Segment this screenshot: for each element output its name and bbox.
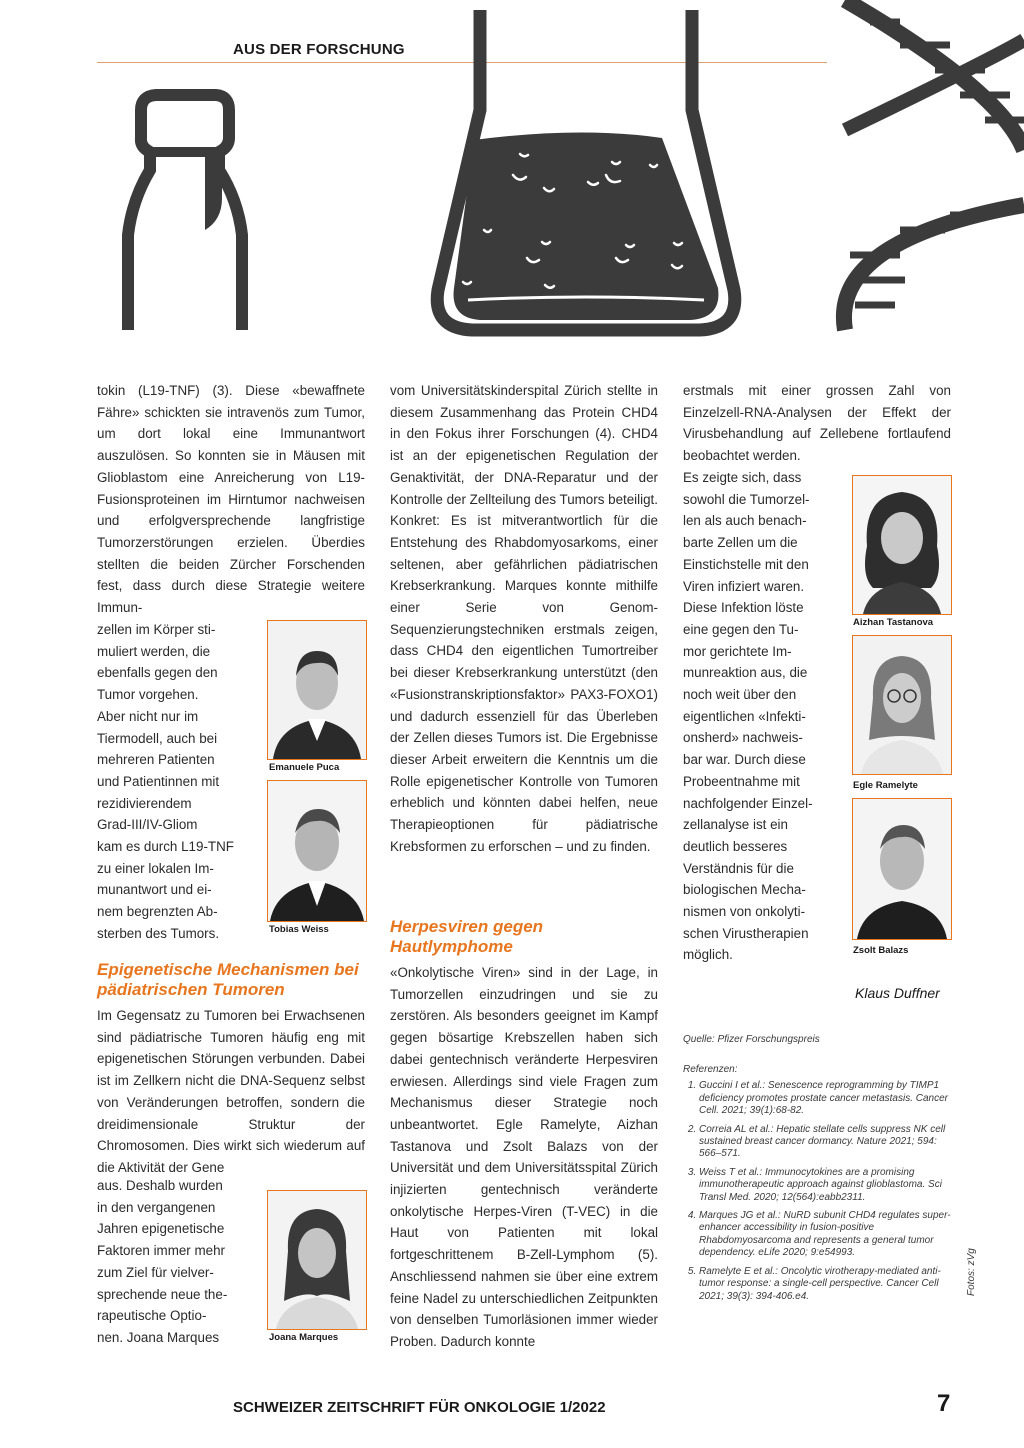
col1-paragraph-1: tokin (L19-TNF) (3). Diese «bewaffnete Fähre» schickten sie intravenös zum Tumor, um dort lokal eine Immunantwort auszulösen. So konnten sie in Mäusen mit Glioblastom eine Anreicherung von L19-Fusionsproteinen im Hirntumor nachweisen und erfolgversprechende langfristige Tumorzerstörungen erzielen. Überdies stellten die beiden Zürcher Forschenden fest, dass durch diese Strategie weitere Immun- bbox=[97, 383, 365, 616]
references-title: Referenzen: bbox=[683, 1064, 738, 1075]
author: Klaus Duffner bbox=[855, 985, 940, 1001]
text-line: nachfolgender Einzel- bbox=[683, 795, 813, 811]
text-line: sterben des Tumors. bbox=[97, 925, 220, 941]
text-line: onsherd» nachweis- bbox=[683, 730, 803, 746]
flask-icon bbox=[437, 10, 735, 330]
subhead-herpesviren: Herpesviren gegen Hautlymphome bbox=[390, 917, 544, 956]
source-text: Quelle: Pfizer Forschungspreis bbox=[683, 1034, 820, 1045]
bottle-icon bbox=[128, 95, 242, 330]
text-line: schen Virustherapien bbox=[683, 925, 809, 941]
reference-item: 4. Marques JG et al.: NuRD subunit CHD4 regulates super-enhancer accessibility in fusion-positive Rhabdomyosarcoma and represents a general tumor dependency. eLife 2020; 9:e54993. bbox=[699, 1210, 951, 1260]
text-line: sprechende neue the- bbox=[97, 1286, 228, 1302]
section-label: AUS DER FORSCHUNG bbox=[233, 41, 405, 58]
text-line: Verständnis für die bbox=[683, 860, 794, 876]
text-line: ebenfalls gegen den bbox=[97, 665, 218, 681]
text-line: Diese Infektion löste bbox=[683, 600, 804, 616]
text-line: aus. Deshalb wurden bbox=[97, 1178, 223, 1193]
text-line: eigentlichen «Infekti- bbox=[683, 708, 806, 724]
text-line: Viren infiziert waren. bbox=[683, 578, 805, 594]
text-line: rezidivierendem bbox=[97, 795, 192, 811]
text-line: in den vergangenen bbox=[97, 1199, 216, 1215]
photo-joana-marques bbox=[267, 1190, 367, 1330]
col1-paragraph-2: Im Gegensatz zu Tumoren bei Erwachsenen sind pädiatrische Tumoren häufig eng mit epigenetischen Störungen verbunden. Dabei ist im Zellkern nicht die DNA-Sequenz selbst von Veränderungen betroffen, sondern die dreidimensionale Struktur der Chromosomen. Dies wirkt sich wiederum auf die Aktivität der Gene bbox=[97, 1008, 365, 1175]
photo-egle-ramelyte bbox=[852, 635, 952, 775]
text-line: Aber nicht nur im bbox=[97, 708, 199, 724]
col2-paragraph-1: vom Universitätskinderspital Zürich stellte in diesem Zusammenhang das Protein CHD4 in den Fokus ihrer Forschungen (4). CHD4 ist an der epigenetischen Regulation der Genaktivität, der DNA-Reparatur und der Kontrolle der Zellteilung des Tumors beteiligt. Konkret: Es ist mitverantwortlich für die Entstehung des Rhabdomyosarkoms, einer seltenen, aber gefährlichen pädiatrischen Krebserkrankung. Marques konnte mithilfe einer Serie von Genom-Sequenzierungstechniken erstmals zeigen, dass CHD4 den eigentlichen Tumortreiber bei dieser Krebserkrankung unterstützt (den «Fusionstranskriptionsfaktor» PAX3-FOXO1) und dadurch essenziell für das Überleben der Zellen dieses Tumors ist. Die Ergebnisse dieser Arbeit erweitern die Kenntnis um die Rolle epigenetischer Kontrolle von Tumoren erheblich und könnten dabei helfen, neue Therapieoptionen für pädiatrische Krebsformen zu erforschen – und zu finden. bbox=[390, 383, 658, 854]
portrait-icon bbox=[268, 1191, 366, 1329]
text-line: nen. Joana Marques bbox=[97, 1329, 220, 1345]
text-line: und Patientinnen mit bbox=[97, 773, 220, 789]
dna-icon bbox=[844, 0, 1024, 330]
text-line: len als auch benach- bbox=[683, 513, 807, 529]
portrait-icon bbox=[853, 799, 951, 939]
text-line: Tumor vorgehen. bbox=[97, 687, 199, 703]
text-line: Faktoren immer mehr bbox=[97, 1243, 225, 1259]
column-3 bbox=[683, 380, 951, 467]
text-line: mehreren Patienten bbox=[97, 752, 215, 768]
column-1 bbox=[97, 380, 365, 619]
reference-item: 1. Guccini I et al.: Senescence reprogramming by TIMP1 deficiency promotes prostate cancer metastasis. Cancer Cell. 2021; 39(1):68-82. bbox=[699, 1080, 951, 1117]
text-line: Probeentnahme mit bbox=[683, 773, 800, 789]
text-line: zellen im Körper sti- bbox=[97, 622, 216, 637]
col1-wrapped-text bbox=[97, 619, 242, 945]
col3-wrapped-text bbox=[683, 467, 827, 966]
portrait-icon bbox=[853, 636, 951, 774]
page-number: 7 bbox=[937, 1390, 951, 1417]
col2-paragraph-2: «Onkolytische Viren» sind in der Lage, in Tumorzellen einzudringen und sie zu zerstören. Als besonders geeignet im Kampf gegen bösartige Krebszellen haben sich dabei gentechnisch veränderte Herpesviren erwiesen. Allerdings sind viele Fragen zum Mechanismus dieser Strategie noch unbeantwortet. Egle Ramelyte, Aizhan Tastanova und Zsolt Balazs von der Universität und dem Universitätsspital Zürich injizierten gentechnisch veränderte onkolytische Herpes-Viren (T-VEC) in die Haut von Patienten mit lokal fortgeschrittenem B-Zell-Lymphom (5). Anschliessend nahmen sie über eine extrem feine Nadel zu unterschiedlichen Zeitpunkten von denselben Tumorläsionen immer wieder Proben. Dadurch konnte bbox=[390, 965, 658, 1349]
column-2 bbox=[390, 380, 658, 857]
text-line: zu einer lokalen Im- bbox=[97, 860, 214, 876]
text-line: Tiermodell, auch bei bbox=[97, 730, 218, 746]
photo-aizhan-tastanova bbox=[852, 475, 952, 615]
col3-paragraph-1: erstmals mit einer grossen Zahl von Einzelzell-RNA-Analysen der Effekt der Virusbehandlung auf Zellebene fortlaufend beobachtet werden. bbox=[683, 383, 951, 464]
photo-emanuele-puca bbox=[267, 620, 367, 760]
photo-credit: Fotos: zVg bbox=[966, 1248, 977, 1296]
text-line: Es zeigte sich, dass bbox=[683, 470, 802, 485]
text-line: mor gerichtete Im- bbox=[683, 643, 792, 659]
text-line: deutlich besseres bbox=[683, 838, 788, 854]
text-line: eine gegen den Tu- bbox=[683, 621, 799, 637]
caption-puca: Emanuele Puca bbox=[269, 762, 340, 773]
subhead-epigenetik: Epigenetische Mechanismen bei pädiatrischen Tumoren bbox=[97, 960, 359, 999]
photo-tobias-weiss bbox=[267, 780, 367, 922]
text-line: sowohl die Tumorzel- bbox=[683, 491, 810, 507]
source-note bbox=[683, 1034, 951, 1046]
caption-weiss: Tobias Weiss bbox=[269, 924, 329, 935]
text-line: biologischen Mecha- bbox=[683, 882, 806, 898]
caption-tastanova: Aizhan Tastanova bbox=[853, 617, 934, 628]
text-line: noch weit über den bbox=[683, 687, 797, 703]
text-line: nismen von onkolyti- bbox=[683, 904, 806, 920]
journal-title: SCHWEIZER ZEITSCHRIFT FÜR ONKOLOGIE 1/2022 bbox=[233, 1399, 606, 1416]
reference-item: 5. Ramelyte E et al.: Oncolytic virotherapy-mediated anti-tumor response: a single-cell perspective. Cancer Cell 2021; 39(3): 394-406.e4. bbox=[699, 1266, 951, 1303]
text-line: Einstichstelle mit den bbox=[683, 556, 809, 572]
portrait-icon bbox=[853, 476, 951, 614]
text-line: Jahren epigenetische bbox=[97, 1221, 225, 1237]
portrait-icon bbox=[268, 621, 366, 759]
text-line: zum Ziel für vielver- bbox=[97, 1264, 214, 1280]
text-line: nem begrenzten Ab- bbox=[97, 904, 218, 920]
reference-item: 3. Weiss T et al.: Immunocytokines are a promising immunotherapeutic approach against glioblastoma. Sci Transl Med. 2020; 12(564):eabb2311. bbox=[699, 1167, 951, 1204]
text-line: bar war. Durch diese bbox=[683, 752, 806, 768]
references bbox=[683, 1064, 951, 1309]
caption-ramelyte: Egle Ramelyte bbox=[853, 780, 918, 791]
text-line: barte Zellen um die bbox=[683, 535, 798, 551]
caption-marques: Joana Marques bbox=[269, 1332, 339, 1343]
portrait-icon bbox=[268, 781, 366, 921]
col1-wrapped-text-2 bbox=[97, 1175, 242, 1349]
text-line: munantwort und ei- bbox=[97, 882, 212, 898]
text-line: munreaktion aus, die bbox=[683, 665, 808, 681]
text-line: möglich. bbox=[683, 947, 733, 963]
lab-illustration bbox=[0, 0, 1024, 340]
caption-balazs: Zsolt Balazs bbox=[853, 945, 909, 956]
text-line: zellanalyse ist ein bbox=[683, 817, 788, 833]
reference-item: 2. Correia AL et al.: Hepatic stellate cells suppress NK cell sustained breast cancer dormancy. Nature 2021; 594: 566–571. bbox=[699, 1124, 951, 1161]
text-line: Grad-III/IV-Gliom bbox=[97, 817, 198, 833]
text-line: rapeutische Optio- bbox=[97, 1308, 207, 1324]
photo-zsolt-balazs bbox=[852, 798, 952, 940]
text-line: kam es durch L19-TNF bbox=[97, 839, 234, 855]
text-line: muliert werden, die bbox=[97, 643, 211, 659]
